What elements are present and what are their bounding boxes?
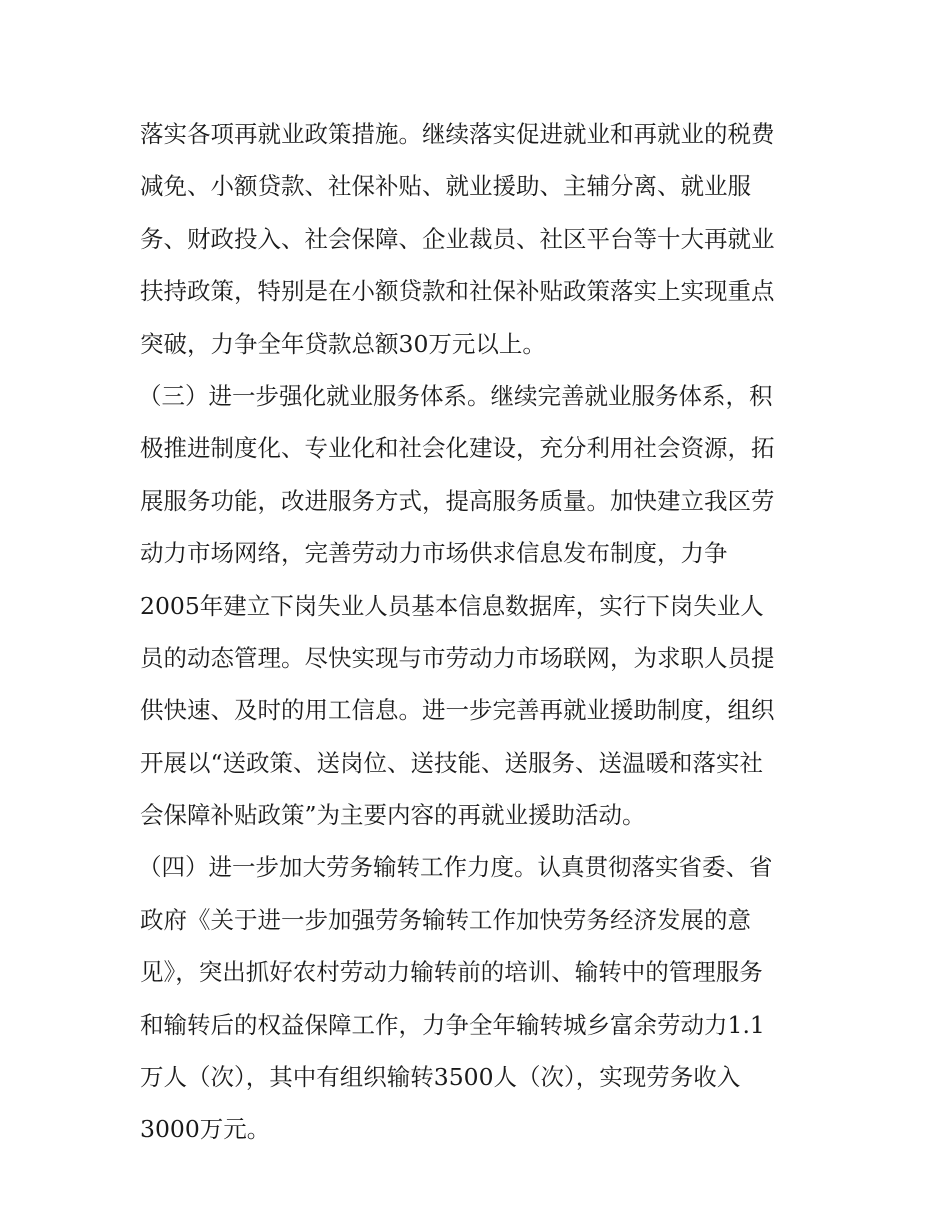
text-line: 万人（次），其中有组织输转3500人（次），实现劳务收入 (140, 1063, 741, 1092)
text-line: 和输转后的权益保障工作，力争全年输转城乡富余劳动力1.1 (140, 1010, 765, 1039)
text-line: 扶持政策，特别是在小额贷款和社保补贴政策落实上实现重点 (140, 277, 775, 306)
text-line: 极推进制度化、专业化和社会化建设，充分利用社会资源，拓 (140, 434, 775, 463)
text-line: 2005年建立下岗失业人员基本信息数据库，实行下岗失业人 (140, 591, 764, 620)
text-line: 减免、小额贷款、社保补贴、就业援助、主辅分离、就业服 (140, 172, 751, 201)
section-heading-line: （四）进一步加大劳务输转工作力度。认真贯彻落实省委、省 (138, 853, 773, 882)
text-line: 务、财政投入、社会保障、企业裁员、社区平台等十大再就业 (140, 224, 775, 253)
text-line: 会保障补贴政策”为主要内容的再就业援助活动。 (140, 801, 646, 830)
text-line: 突破，力争全年贷款总额30万元以上。 (140, 329, 546, 358)
text-line: 见》，突出抓好农村劳动力输转前的培训、输转中的管理服务 (140, 958, 763, 987)
text-line: 展服务功能，改进服务方式，提高服务质量。加快建立我区劳 (140, 486, 775, 515)
text-line: 开展以“送政策、送岗位、送技能、送服务、送温暖和落实社 (140, 748, 764, 777)
body-text (140, 108, 820, 1156)
text-line: 落实各项再就业政策措施。继续落实促进就业和再就业的税费 (140, 120, 775, 148)
text-line: 3000万元。 (140, 1115, 271, 1144)
text-line: 供快速、及时的用工信息。进一步完善再就业援助制度，组织 (140, 696, 775, 725)
section-heading-line: （三）进一步强化就业服务体系。继续完善就业服务体系，积 (138, 381, 773, 410)
text-line: 动力市场网络，完善劳动力市场供求信息发布制度，力争 (140, 539, 728, 568)
text-line: 员的动态管理。尽快实现与市劳动力市场联网，为求职人员提 (140, 643, 775, 672)
text-line: 政府《关于进一步加强劳务输转工作加快劳务经济发展的意 (140, 905, 751, 934)
